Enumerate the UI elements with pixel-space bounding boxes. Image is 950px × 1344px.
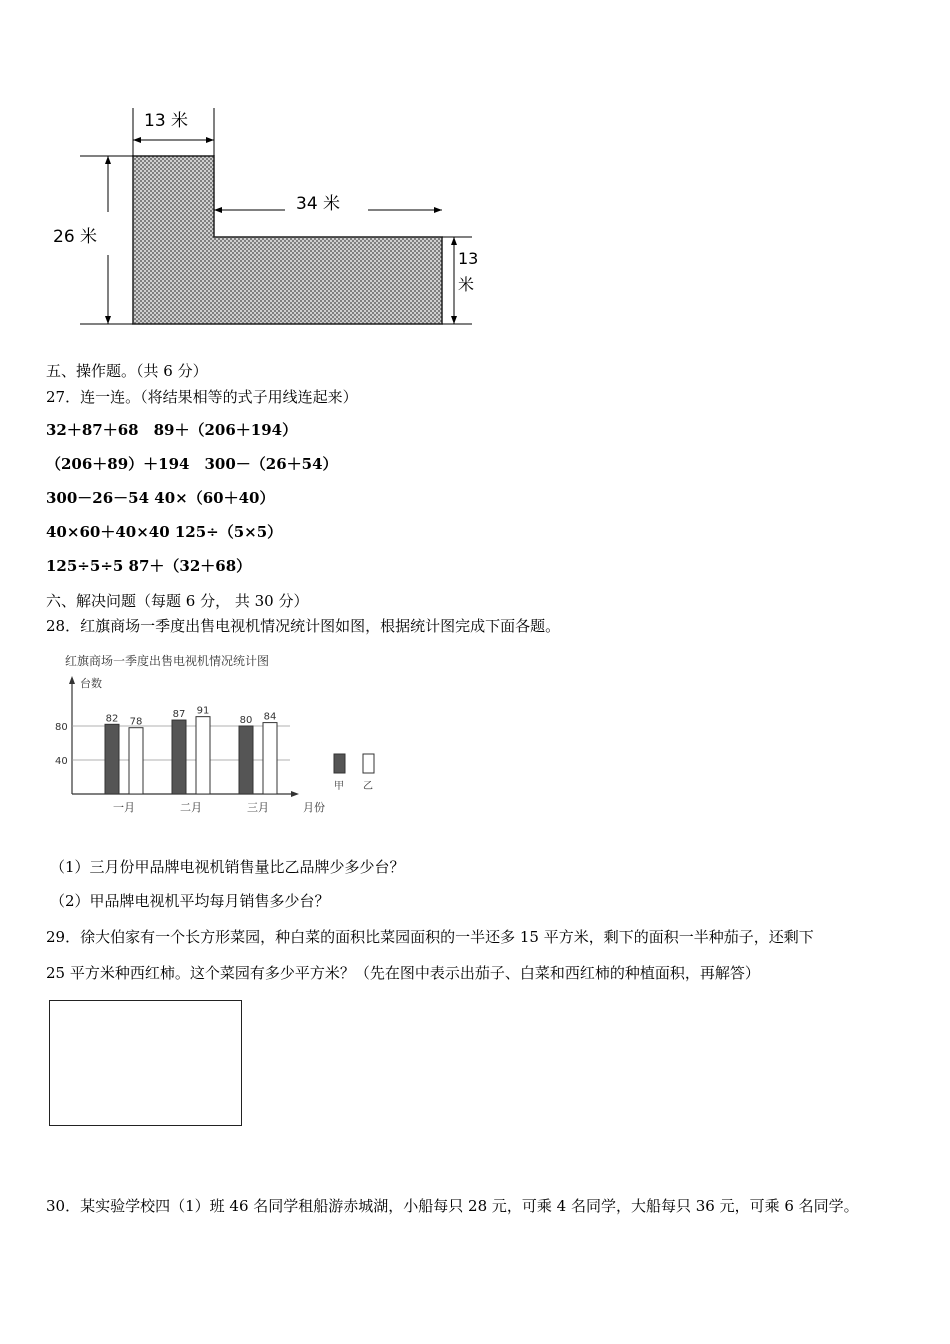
x-tick-label: 三月	[247, 801, 269, 814]
l-shape-figure	[40, 100, 490, 335]
question-28-sub1: （1）三月份甲品牌电视机销售量比乙品牌少多少台？	[50, 858, 405, 876]
question-28: 28．红旗商场一季度出售电视机情况统计图如图，根据统计图完成下面各题。	[46, 617, 561, 635]
dim-mid-label: 34 米	[296, 194, 341, 214]
bar-value-label: 91	[196, 705, 210, 717]
pair-4: 40×60＋40×40 125÷（5×5）	[46, 523, 283, 541]
dim-top-label: 13 米	[144, 111, 189, 131]
pair-2: （206＋89）＋194 300－（26＋54）	[46, 455, 338, 473]
legend-label: 甲	[334, 781, 344, 792]
section6-heading: 六、解决问题（每题 6 分， 共 30 分）	[46, 592, 309, 610]
pair-5: 125÷5÷5 87＋（32＋68）	[46, 557, 252, 575]
x-tick-label: 二月	[180, 801, 202, 814]
garden-rectangle	[49, 1000, 242, 1126]
question-29-line1: 29．徐大伯家有一个长方形菜园，种白菜的面积比菜园面积的一半还多 15 平方米，剩下的面积一半种茄子，还剩下	[46, 928, 814, 946]
legend-swatch-乙	[363, 754, 374, 773]
bar-乙-一月	[129, 728, 143, 794]
y-axis-label: 台数	[80, 677, 102, 690]
pair-1: 32＋87＋68 89＋（206＋194）	[46, 421, 298, 439]
pair-3: 300－26－54 40×（60＋40）	[46, 489, 275, 507]
legend-swatch-甲	[334, 754, 345, 773]
bar-value-label: 82	[105, 713, 119, 725]
question-30: 30．某实验学校四（1）班 46 名同学租船游赤城湖，小船每只 28 元，可乘 4 名同学，大船每只 36 元，可乘 6 名同学。	[46, 1197, 859, 1215]
bar-value-label: 78	[129, 716, 143, 728]
dim-left-label: 26 米	[53, 227, 98, 247]
y-tick-label: 40	[55, 756, 68, 767]
y-tick-label: 80	[55, 722, 68, 733]
bar-乙-二月	[196, 717, 210, 794]
bar-乙-三月	[263, 723, 277, 794]
l-shape	[133, 156, 442, 324]
bar-value-label: 84	[263, 711, 277, 723]
tv-sales-chart	[55, 648, 395, 823]
question-28-sub2: （2）甲品牌电视机平均每月销售多少台？	[50, 892, 330, 910]
question-29-line2: 25 平方米种西红柿。这个菜园有多少平方米？（先在图中表示出茄子、白菜和西红柿的种植面积，再解答）	[46, 964, 760, 982]
question-27: 27．连一连。（将结果相等的式子用线连起来）	[46, 388, 358, 406]
bar-甲-三月	[239, 726, 253, 794]
x-tick-label: 一月	[113, 801, 135, 814]
bar-甲-一月	[105, 724, 119, 794]
legend-label: 乙	[363, 781, 373, 792]
dim-right-num: 13	[458, 249, 479, 268]
chart-title: 红旗商场一季度出售电视机情况统计图	[65, 654, 270, 668]
section5-heading: 五、操作题。（共 6 分）	[46, 362, 208, 380]
bar-甲-二月	[172, 720, 186, 794]
dim-right-unit: 米	[458, 275, 475, 294]
bar-value-label: 87	[172, 709, 186, 721]
x-axis-label: 月份	[303, 801, 325, 814]
bar-value-label: 80	[239, 715, 253, 726]
